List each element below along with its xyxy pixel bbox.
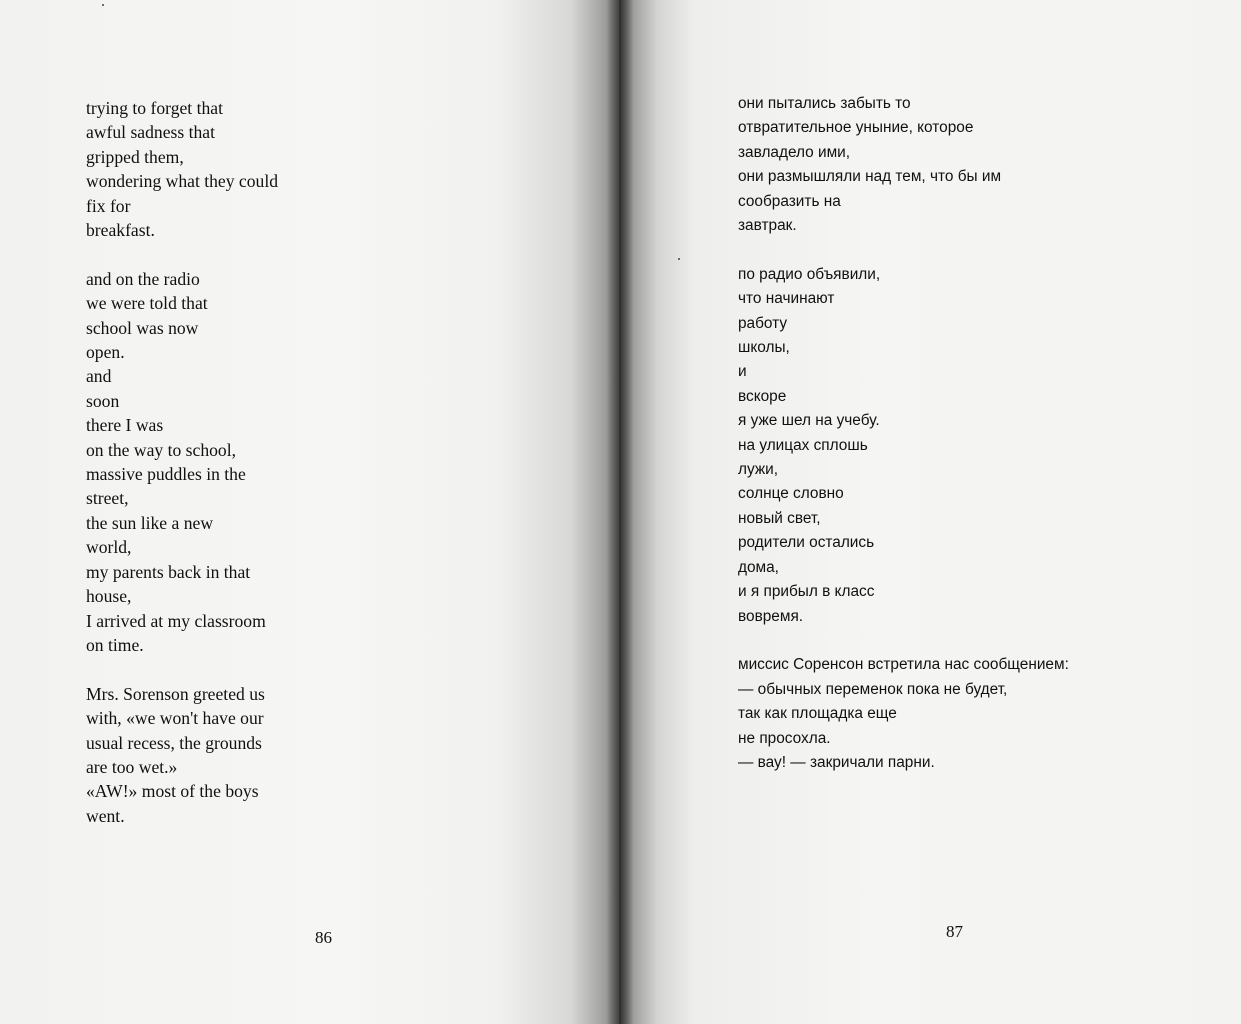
right-stanza-3: [738, 653, 1069, 775]
text-line: trying to forget that: [86, 98, 223, 118]
left-stanza-2: [86, 267, 278, 658]
text-line: и: [738, 363, 747, 381]
text-line: вскоре: [738, 387, 787, 405]
stanza-gap: [86, 657, 278, 681]
text-line: house,: [86, 586, 132, 607]
text-line: wondering what they could: [86, 171, 279, 192]
text-line: there I was: [86, 415, 164, 436]
text-line: breakfast.: [86, 220, 155, 241]
text-line: по радио объявили,: [738, 265, 881, 283]
text-line: завтрак.: [738, 217, 797, 235]
text-line: они пытались забыть то: [738, 95, 911, 112]
text-line: went.: [86, 805, 125, 826]
text-line: on the way to school,: [86, 439, 237, 460]
text-line: так как площадка еще: [738, 705, 897, 723]
text-line: my parents back in that: [86, 561, 251, 582]
text-line: street,: [86, 488, 129, 509]
right-stanza-2: [738, 263, 1069, 629]
text-line: лужи,: [738, 461, 779, 479]
text-line: родители остались: [738, 534, 875, 552]
right-poem-text: [738, 92, 1069, 775]
text-line: работу: [738, 314, 788, 332]
text-line: school was now: [86, 317, 199, 338]
text-line: отвратительное уныние, которое: [738, 119, 974, 137]
text-line: the sun like a new: [86, 512, 214, 533]
page-number-right: 87: [946, 922, 963, 941]
stanza-gap: [738, 238, 1069, 262]
text-line: usual recess, the grounds: [86, 732, 262, 753]
text-line: и я прибыл в класс: [738, 583, 875, 601]
scan-speck: [102, 4, 104, 6]
text-line: awful sadness that: [86, 122, 215, 143]
text-line: новый свет,: [738, 509, 821, 527]
text-line: солнце словно: [738, 485, 844, 503]
stanza-gap: [738, 629, 1069, 653]
text-line: we were told that: [86, 293, 208, 314]
text-line: fix for: [86, 195, 131, 216]
text-line: and: [86, 366, 112, 387]
text-line: миссис Соренсон встретила нас сообщением:: [738, 656, 1069, 674]
right-stanza-1: [738, 92, 1069, 238]
text-line: что начинают: [738, 290, 835, 308]
text-line: on time.: [86, 634, 144, 655]
text-line: вовремя.: [738, 607, 804, 625]
text-line: gripped them,: [86, 146, 184, 167]
text-line: soon: [86, 390, 120, 411]
text-line: на улицах сплошь: [738, 436, 868, 454]
left-stanza-1: [86, 96, 278, 242]
text-line: завладело ими,: [738, 143, 851, 161]
text-line: open.: [86, 342, 125, 363]
text-line: дома,: [738, 558, 779, 576]
text-line: сообразить на: [738, 192, 841, 210]
text-line: with, «we won't have our: [86, 708, 264, 729]
text-line: I arrived at my classroom: [86, 610, 266, 631]
stanza-gap: [86, 242, 278, 266]
text-line: не просохла.: [738, 729, 831, 747]
left-poem-text: [86, 96, 278, 828]
text-line: and on the radio: [86, 268, 200, 289]
text-line: are too wet.»: [86, 756, 178, 777]
page-number-left: 86: [315, 928, 332, 947]
text-line: Mrs. Sorenson greeted us: [86, 683, 265, 704]
right-page: [620, 0, 1241, 1024]
text-line: massive puddles in the: [86, 464, 246, 485]
left-page: [0, 0, 620, 1024]
scan-speck: [678, 258, 680, 260]
text-line: — обычных переменок пока не будет,: [738, 680, 1008, 698]
text-line: «AW!» most of the boys: [86, 781, 259, 802]
text-line: они размышляли над тем, что бы им: [738, 168, 1002, 186]
text-line: школы,: [738, 339, 790, 357]
text-line: world,: [86, 537, 132, 558]
text-line: — вау! — закричали парни.: [738, 753, 935, 771]
show-through-text: [278, 96, 578, 1024]
left-stanza-3: [86, 682, 278, 828]
text-line: я уже шел на учебу.: [738, 412, 880, 430]
